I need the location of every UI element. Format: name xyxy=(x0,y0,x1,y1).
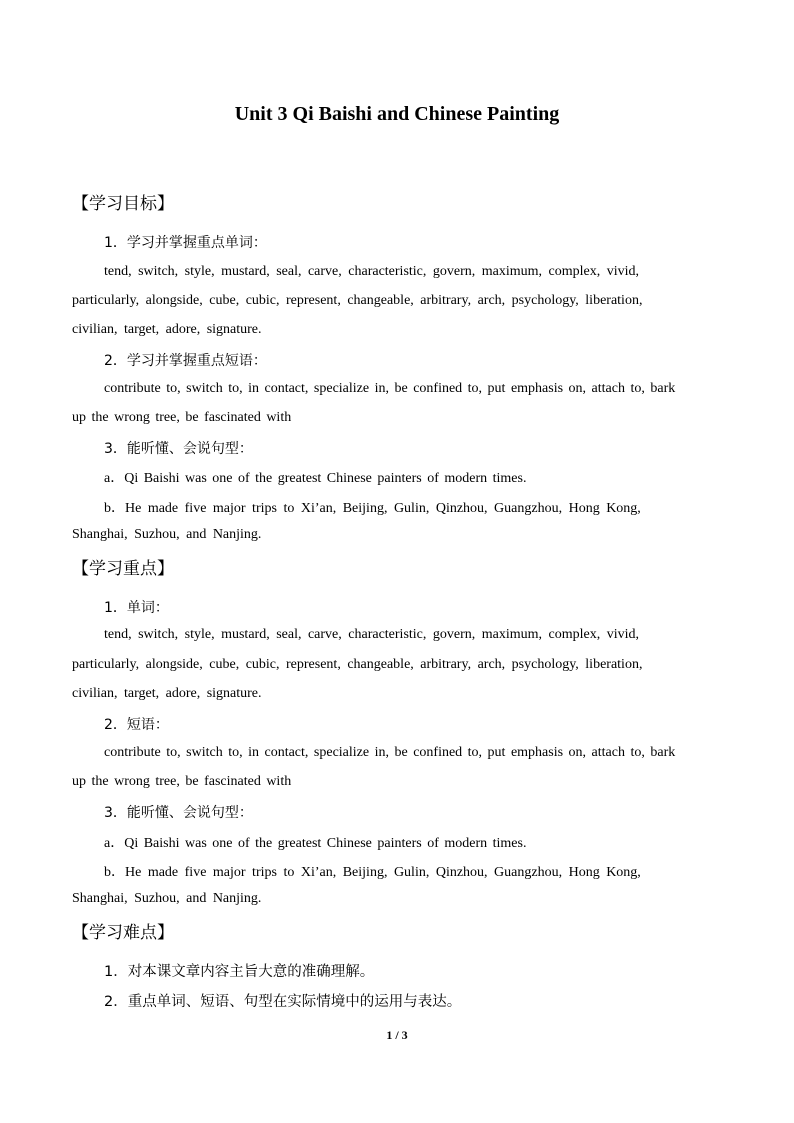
keypoints-sentence-b2: Shanghai, Suzhou, and Nanjing. xyxy=(72,891,262,906)
keypoints-sentence-b1: b．He made five major trips to Xi’an, Beijing, Gulin, Qinzhou, Guangzhou, Hong Kong, xyxy=(104,865,641,880)
keypoints-words-line1: tend, switch, style, mustard, seal, carve, characteristic, govern, maximum, complex, vivid, xyxy=(104,627,640,642)
objectives-item1-label: 1．学习并掌握重点单词： xyxy=(104,235,267,251)
page-number: 1 / 3 xyxy=(386,1028,408,1042)
keypoints-item1-label: 1．单词： xyxy=(104,600,169,616)
objectives-phrases-line2: up the wrong tree, be fascinated with xyxy=(72,410,292,425)
objectives-words-line2: particularly, alongside, cube, cubic, represent, changeable, arbitrary, arch, psychology, liberation, xyxy=(72,293,643,308)
keypoints-words-line3: civilian, target, adore, signature. xyxy=(72,686,262,701)
section-heading-objectives: 【学习目标】 xyxy=(72,194,174,214)
keypoints-item3-label: 3．能听懂、会说句型： xyxy=(104,805,253,821)
keypoints-item2-label: 2．短语： xyxy=(104,717,169,733)
document-title: Unit 3 Qi Baishi and Chinese Painting xyxy=(234,103,560,125)
difficulties-item2: 2．重点单词、短语、句型在实际情境中的运用与表达。 xyxy=(104,994,462,1010)
objectives-item3-label: 3．能听懂、会说句型： xyxy=(104,441,253,457)
keypoints-phrases-line2: up the wrong tree, be fascinated with xyxy=(72,774,292,789)
difficulties-item1: 1．对本课文章内容主旨大意的准确理解。 xyxy=(104,964,375,980)
keypoints-sentence-a: a．Qi Baishi was one of the greatest Chinese painters of modern times. xyxy=(104,836,527,851)
objectives-phrases-line1: contribute to, switch to, in contact, specialize in, be confined to, put emphasis on, attach to, bark xyxy=(104,381,676,396)
section-heading-key-points: 【学习重点】 xyxy=(72,559,174,579)
section-heading-difficulties: 【学习难点】 xyxy=(72,923,174,943)
objectives-item2-label: 2．学习并掌握重点短语： xyxy=(104,353,267,369)
keypoints-phrases-line1: contribute to, switch to, in contact, specialize in, be confined to, put emphasis on, attach to, bark xyxy=(104,745,676,760)
objectives-words-line1: tend, switch, style, mustard, seal, carve, characteristic, govern, maximum, complex, vivid, xyxy=(104,264,640,279)
objectives-words-line3: civilian, target, adore, signature. xyxy=(72,322,262,337)
keypoints-words-line2: particularly, alongside, cube, cubic, represent, changeable, arbitrary, arch, psychology, liberation, xyxy=(72,657,643,672)
objectives-sentence-b1: b．He made five major trips to Xi’an, Beijing, Gulin, Qinzhou, Guangzhou, Hong Kong, xyxy=(104,501,641,516)
objectives-sentence-a: a．Qi Baishi was one of the greatest Chinese painters of modern times. xyxy=(104,471,527,486)
objectives-sentence-b2: Shanghai, Suzhou, and Nanjing. xyxy=(72,527,262,542)
